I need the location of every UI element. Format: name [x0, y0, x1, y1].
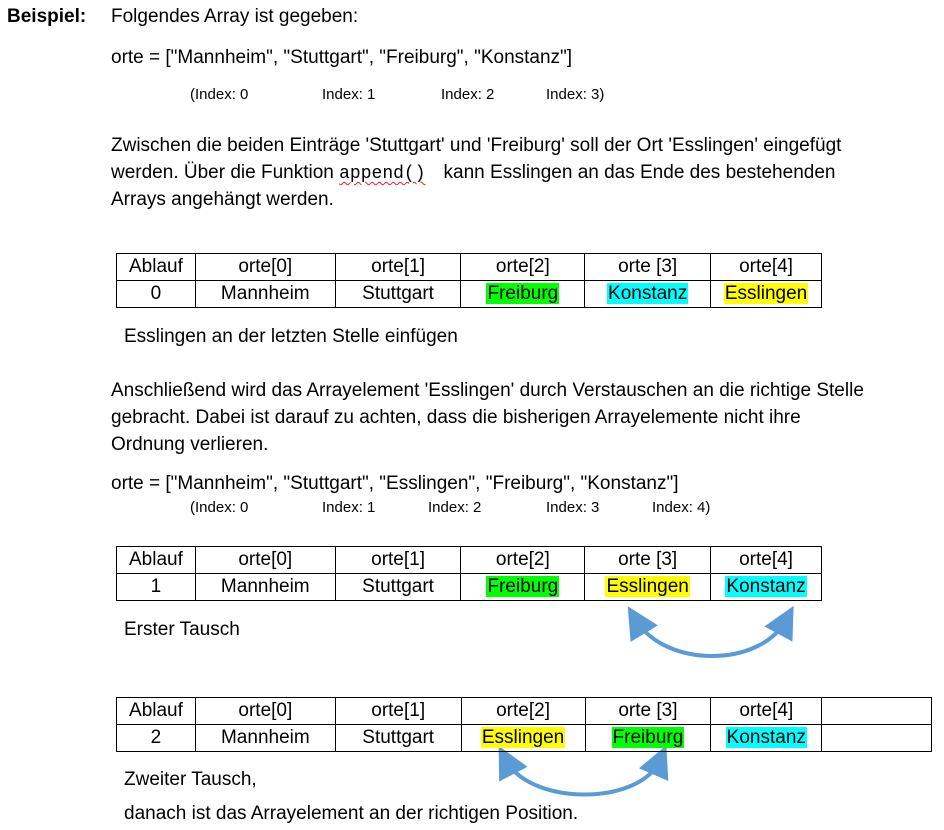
header-cell: Ablauf [117, 547, 196, 574]
header-cell: orte[2] [461, 254, 585, 281]
table-cell [711, 725, 822, 752]
index-label: Index: 3) [546, 86, 605, 103]
header-cell: orte[0] [195, 254, 335, 281]
index-label: (Index: 0 [190, 86, 249, 103]
header-cell: orte[1] [335, 254, 461, 281]
index-label: (Index: 0 [190, 499, 249, 516]
table-2-caption: Erster Tausch [124, 619, 240, 640]
highlighted-value: Freiburg [487, 576, 559, 597]
paragraph-2-line-1: Anschließend wird das Arrayelement 'Esslingen' durch Verstauschen an die richtige Stelle [111, 380, 864, 401]
empty-cell [822, 725, 932, 752]
table-cell: Mannheim [195, 281, 335, 308]
paragraph-2-line-2: gebracht. Dabei ist darauf zu achten, dass die bisherigen Arrayelemente nicht ihre [111, 407, 801, 428]
table-cell: Stuttgart [335, 281, 461, 308]
header-cell: orte[2] [461, 698, 585, 725]
index-label: Index: 2 [428, 499, 482, 516]
header-cell: orte[0] [195, 698, 335, 725]
header-cell: orte[4] [711, 698, 822, 725]
highlighted-value: Konstanz [726, 727, 806, 748]
header-cell: orte [3] [585, 254, 711, 281]
index-label: Index: 2 [441, 86, 495, 103]
empty-cell [822, 698, 932, 725]
header-cell: orte[2] [461, 547, 585, 574]
index-label: Index: 4) [652, 499, 711, 516]
paragraph-2-line-3: Ordnung verlieren. [111, 434, 269, 455]
table-cell [585, 725, 711, 752]
intro-text: Folgendes Array ist gegeben: [111, 6, 359, 27]
highlighted-value: Freiburg [612, 727, 684, 748]
header-cell: orte [3] [585, 698, 711, 725]
index-label: Index: 1 [322, 86, 376, 103]
append-code: append() [339, 164, 426, 184]
paragraph-1-line-3: Arrays angehängt werden. [111, 189, 334, 210]
table-header-row [117, 698, 932, 725]
highlighted-value: Konstanz [608, 283, 688, 304]
table-3-caption-2: danach ist das Arrayelement an der richtigen Position. [124, 803, 579, 824]
header-cell: Ablauf [117, 698, 196, 725]
header-cell: orte[4] [711, 254, 822, 281]
table-1-caption: Esslingen an der letzten Stelle einfügen [124, 326, 458, 347]
table-cell: Mannheim [195, 725, 335, 752]
step-cell: 0 [117, 281, 196, 308]
index-label: Index: 3 [546, 499, 600, 516]
header-cell: orte[1] [335, 547, 461, 574]
highlighted-value: Esslingen [481, 727, 565, 748]
array-table-3 [116, 697, 932, 752]
header-cell: Ablauf [117, 254, 196, 281]
array-definition-2: orte = ["Mannheim", "Stuttgart", "Esslingen", "Freiburg", "Konstanz"] [111, 473, 679, 494]
table-cell [461, 725, 585, 752]
header-cell: orte [3] [585, 547, 711, 574]
header-cell: orte[1] [335, 698, 461, 725]
paragraph-1-line-1: Zwischen die beiden Einträge 'Stuttgart' und 'Freiburg' soll der Ort 'Esslingen' eingefügt [111, 135, 842, 156]
table-3-caption-1: Zweiter Tausch, [124, 769, 257, 790]
header-cell: orte[0] [195, 547, 335, 574]
step-cell: 2 [117, 725, 196, 752]
paragraph-1-text: kann Esslingen an das Ende des bestehenden [443, 162, 836, 183]
table-cell: Stuttgart [335, 574, 461, 601]
step-cell: 1 [117, 574, 196, 601]
table-cell: Mannheim [195, 574, 335, 601]
highlighted-value: Konstanz [726, 576, 806, 597]
highlighted-value: Freiburg [487, 283, 559, 304]
index-label: Index: 1 [322, 499, 376, 516]
array-definition-1: orte = ["Mannheim", "Stuttgart", "Freiburg", "Konstanz"] [111, 47, 573, 68]
paragraph-1-text: werden. Über die Funktion [111, 162, 340, 183]
header-cell: orte[4] [711, 547, 822, 574]
highlighted-value: Esslingen [606, 576, 689, 597]
table-row [117, 725, 932, 752]
example-label: Beispiel: [7, 6, 87, 27]
table-cell: Stuttgart [335, 725, 461, 752]
highlighted-value: Esslingen [724, 283, 808, 304]
